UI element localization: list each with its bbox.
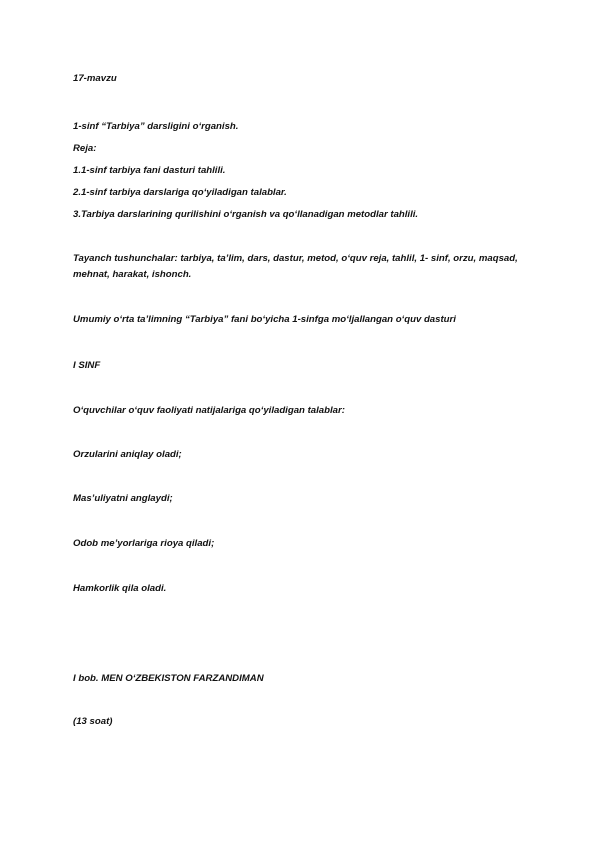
requirement-item: Odob me’yorlariga rioya qiladi;: [73, 538, 215, 549]
requirement-item: Orzularini aniqlay oladi;: [73, 449, 182, 460]
grade-heading: I SINF: [73, 360, 101, 371]
requirement-item: Mas’uliyatni anglaydi;: [73, 493, 173, 504]
requirement-item: Hamkorlik qila oladi.: [73, 583, 167, 594]
topic-heading: 17-mavzu: [73, 73, 117, 84]
key-concepts: Tayanch tushunchalar: tarbiya, ta’lim, dars, dastur, metod, o‘quv reja, tahlil, 1- sinf, orzu, maqsad, mehnat, harakat, ishonch.: [73, 253, 518, 280]
hours-label: (13 soat): [73, 716, 113, 727]
requirements-heading: O‘quvchilar o‘quv faoliyati natijalariga qo‘yiladigan talablar:: [73, 405, 345, 416]
plan-item: 2.1-sinf tarbiya darslariga qo‘yiladigan talablar.: [73, 187, 287, 198]
plan-label: Reja:: [73, 143, 97, 154]
plan-item: 1.1-sinf tarbiya fani dasturi tahlili.: [73, 165, 226, 176]
lesson-title: 1-sinf “Tarbiya” darsligini o‘rganish.: [73, 121, 239, 132]
plan-item: 3.Tarbiya darslarining qurilishini o‘rganish va qo‘llanadigan metodlar tahlili.: [73, 209, 419, 220]
program-heading: Umumiy o‘rta ta’limning “Tarbiya” fani bo‘yicha 1-sinfga mo‘ljallangan o‘quv dasturi: [73, 314, 456, 325]
chapter-heading: I bob. MEN O‘ZBEKISTON FARZANDIMAN: [73, 673, 264, 684]
